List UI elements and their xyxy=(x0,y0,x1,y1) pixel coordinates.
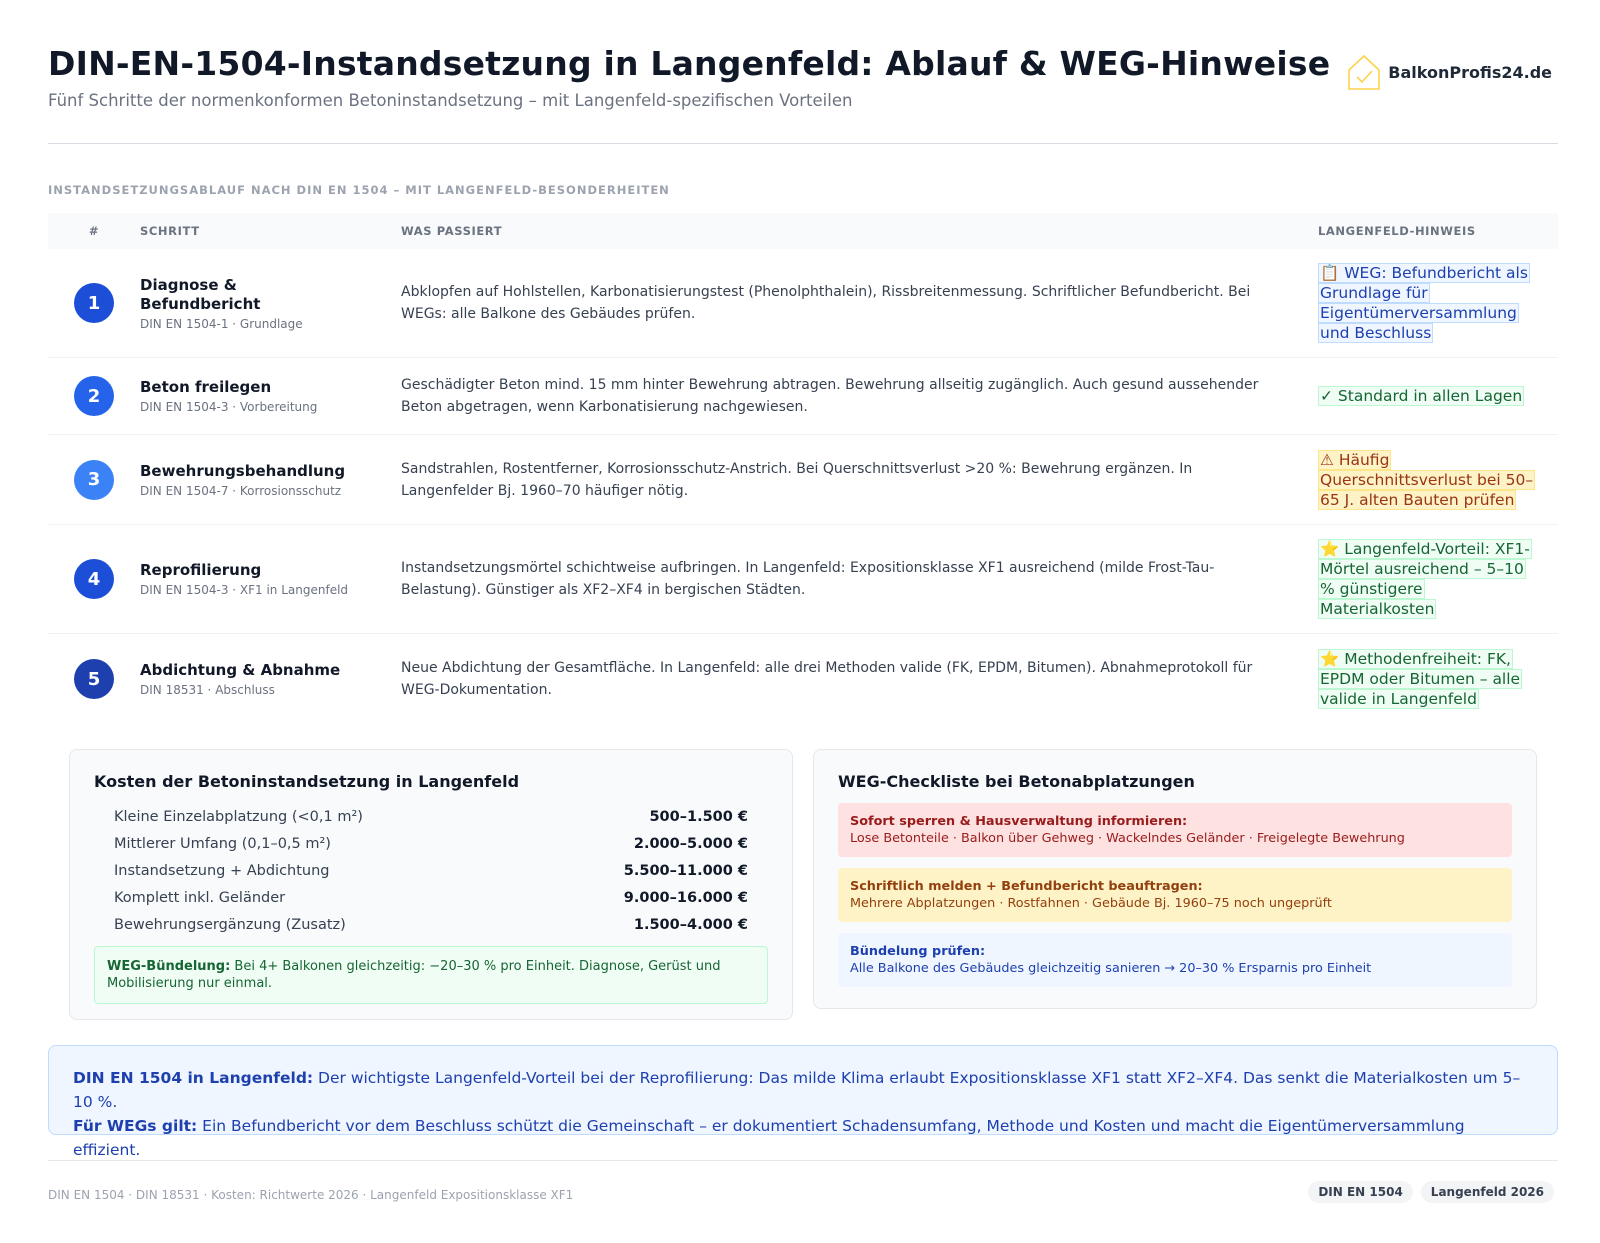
table-row xyxy=(48,358,1558,435)
step-description: Geschädigter Beton mind. 15 mm hinter Bewehrung abtragen. Bewehrung allseitig zugänglich. Auch gesund aussehender Beton abgetragen, wenn Karbonatisierung nachgewiesen. xyxy=(401,377,1259,415)
header-num: # xyxy=(88,224,100,238)
step-norm: DIN EN 1504-7 · Korrosionsschutz xyxy=(140,483,342,498)
logo[interactable] xyxy=(1346,52,1552,92)
step-name: Bewehrungsbehandlung xyxy=(140,461,346,480)
checklist-item-title: Bündelung prüfen: xyxy=(850,944,986,959)
info-box xyxy=(48,1045,1558,1159)
step-description: Neue Abdichtung der Gesamtfläche. In Langenfeld: alle drei Methoden valide (FK, EPDM, Bitumen). Abnahmeprotokoll für WEG-Dokumentation. xyxy=(401,660,1253,698)
cost-label: Bewehrungsergänzung (Zusatz) xyxy=(114,916,346,933)
step-description: Sandstrahlen, Rostentferner, Korrosionsschutz-Anstrich. Bei Querschnittsverlust >20 %: Bewehrung ergänzen. In Langenfelder Bj. 1960–70 häufiger nötig. xyxy=(401,460,1193,499)
cost-row xyxy=(94,857,768,884)
cost-value: 2.000–5.000 € xyxy=(633,835,748,852)
table-header xyxy=(48,213,1558,249)
checklist-item-text: Alle Balkone des Gebäudes gleichzeitig sanieren → 20–30 % Ersparnis pro Einheit xyxy=(850,961,1372,976)
step-number-badge: 3 xyxy=(74,460,114,500)
table-row xyxy=(48,634,1558,724)
checklist-item xyxy=(838,803,1512,857)
step-description: Instandsetzungsmörtel schichtweise aufbringen. In Langenfeld: Expositionsklasse XF1 ausreichend (milde Frost-Tau-Belastung). Günstiger als XF2–XF4 in bergischen Städten. xyxy=(401,560,1215,598)
info-text: Ein Befundbericht vor dem Beschluss schützt die Gemeinschaft – er dokumentiert Schadensumfang, Methode und Kosten und macht die Eigentümerversammlung effizient. xyxy=(73,1117,1465,1159)
langenfeld-note: ⭐ Methodenfreiheit: FK, EPDM oder Bitumen – alle valide in Langenfeld xyxy=(1320,650,1521,708)
header-what: WAS PASSIERT xyxy=(401,224,503,238)
langenfeld-note: 📋 WEG: Befundbericht als Grundlage für Eigentümerversammlung und Beschluss xyxy=(1320,264,1528,342)
house-check-icon xyxy=(1346,52,1382,92)
checklist-item xyxy=(838,868,1512,922)
cost-row xyxy=(94,884,768,911)
langenfeld-note: ⭐ Langenfeld-Vorteil: XF1-Mörtel ausreichend – 5–10 % günstigere Materialkosten xyxy=(1320,540,1530,618)
header-step: SCHRITT xyxy=(140,224,200,238)
cost-label: Kleine Einzelabplatzung (<0,1 m²) xyxy=(114,808,363,825)
footer-text: DIN EN 1504 · DIN 18531 · Kosten: Richtwerte 2026 · Langenfeld Expositionsklasse XF1 xyxy=(48,1188,574,1202)
step-name: Reprofilierung xyxy=(140,561,262,579)
step-number-badge: 1 xyxy=(74,283,114,323)
badge: DIN EN 1504 xyxy=(1308,1181,1412,1203)
footer xyxy=(48,1160,1558,1202)
badge: Langenfeld 2026 xyxy=(1421,1181,1554,1203)
step-norm: DIN EN 1504-1 · Grundlage xyxy=(140,316,303,331)
cost-row xyxy=(94,803,768,830)
table-row xyxy=(48,435,1558,525)
footer-badges xyxy=(1308,1181,1554,1203)
header-note: LANGENFELD-HINWEIS xyxy=(1318,224,1476,238)
checklist-item-title: Schriftlich melden + Befundbericht beauftragen: xyxy=(850,879,1203,894)
step-number-badge: 4 xyxy=(74,559,114,599)
page-title: DIN-EN-1504-Instandsetzung in Langenfeld: Ablauf & WEG-Hinweise xyxy=(48,44,1331,83)
checklist-item xyxy=(838,933,1512,987)
info-label: Für WEGs gilt: xyxy=(73,1117,198,1135)
checklist-title: WEG-Checkliste bei Betonabplatzungen xyxy=(838,772,1195,791)
info-text: Der wichtigste Langenfeld-Vorteil bei der Reprofilierung: Das milde Klima erlaubt Expositionsklasse XF1 statt XF2–XF4. Das senkt die Materialkosten um 5–10 %. xyxy=(73,1069,1521,1111)
step-norm: DIN EN 1504-3 · Vorbereitung xyxy=(140,400,318,414)
header xyxy=(48,44,1558,144)
section-label: INSTANDSETZUNGSABLAUF NACH DIN EN 1504 – MIT LANGENFELD-BESONDERHEITEN xyxy=(48,183,670,197)
langenfeld-note: ✓ Standard in allen Lagen xyxy=(1320,387,1523,405)
checklist-item-text: Mehrere Abplatzungen · Rostfahnen · Gebäude Bj. 1960–75 noch ungeprüft xyxy=(850,896,1332,911)
weg-bundling-note xyxy=(94,946,768,1004)
cost-row xyxy=(94,830,768,857)
cost-label: Mittlerer Umfang (0,1–0,5 m²) xyxy=(114,835,331,852)
weg-bundling-text: Bei 4+ Balkonen gleichzeitig: −20–30 % pro Einheit. Diagnose, Gerüst und Mobilisierung nur einmal. xyxy=(107,959,721,991)
weg-bundling-label: WEG-Bündelung: xyxy=(107,959,231,974)
cost-label: Komplett inkl. Geländer xyxy=(114,889,286,906)
step-norm: DIN 18531 · Abschluss xyxy=(140,683,275,697)
cost-card-title: Kosten der Betoninstandsetzung in Langenfeld xyxy=(94,772,520,791)
checklist-item-title: Sofort sperren & Hausverwaltung informieren: xyxy=(850,814,1188,829)
step-name: Beton freilegen xyxy=(140,378,272,396)
logo-text: BalkonProfis24.de xyxy=(1388,62,1552,82)
table-row xyxy=(48,525,1558,634)
cost-value: 500–1.500 € xyxy=(649,808,748,825)
langenfeld-note: ⚠ Häufig Querschnittsverlust bei 50–65 J. alten Bauten prüfen xyxy=(1320,450,1534,509)
cost-label: Instandsetzung + Abdichtung xyxy=(114,862,330,879)
cost-value: 9.000–16.000 € xyxy=(623,889,748,906)
table-row xyxy=(48,249,1558,358)
page-subtitle: Fünf Schritte der normenkonformen Betoninstandsetzung – mit Langenfeld-spezifischen Vorteilen xyxy=(48,91,853,110)
info-label: DIN EN 1504 in Langenfeld: xyxy=(73,1069,314,1087)
cost-value: 5.500–11.000 € xyxy=(623,862,748,879)
step-norm: DIN EN 1504-3 · XF1 in Langenfeld xyxy=(140,583,349,597)
step-number-badge: 2 xyxy=(74,376,114,416)
cost-card xyxy=(69,749,793,1020)
step-name: Abdichtung & Abnahme xyxy=(140,661,341,679)
step-description: Abklopfen auf Hohlstellen, Karbonatisierungstest (Phenolphthalein), Rissbreitenmessung. Schriftlicher Befundbericht. Bei WEGs: alle Balkone des Gebäudes prüfen. xyxy=(401,284,1251,322)
step-name: Diagnose & Befundbericht xyxy=(140,275,261,313)
step-number-badge: 5 xyxy=(74,659,114,699)
cost-value: 1.500–4.000 € xyxy=(633,916,748,933)
weg-checklist-card xyxy=(813,749,1537,1009)
cost-row xyxy=(94,911,768,938)
steps-table xyxy=(48,213,1558,724)
checklist-item-text: Lose Betonteile · Balkon über Gehweg · Wackelndes Geländer · Freigelegte Bewehrung xyxy=(850,831,1405,846)
